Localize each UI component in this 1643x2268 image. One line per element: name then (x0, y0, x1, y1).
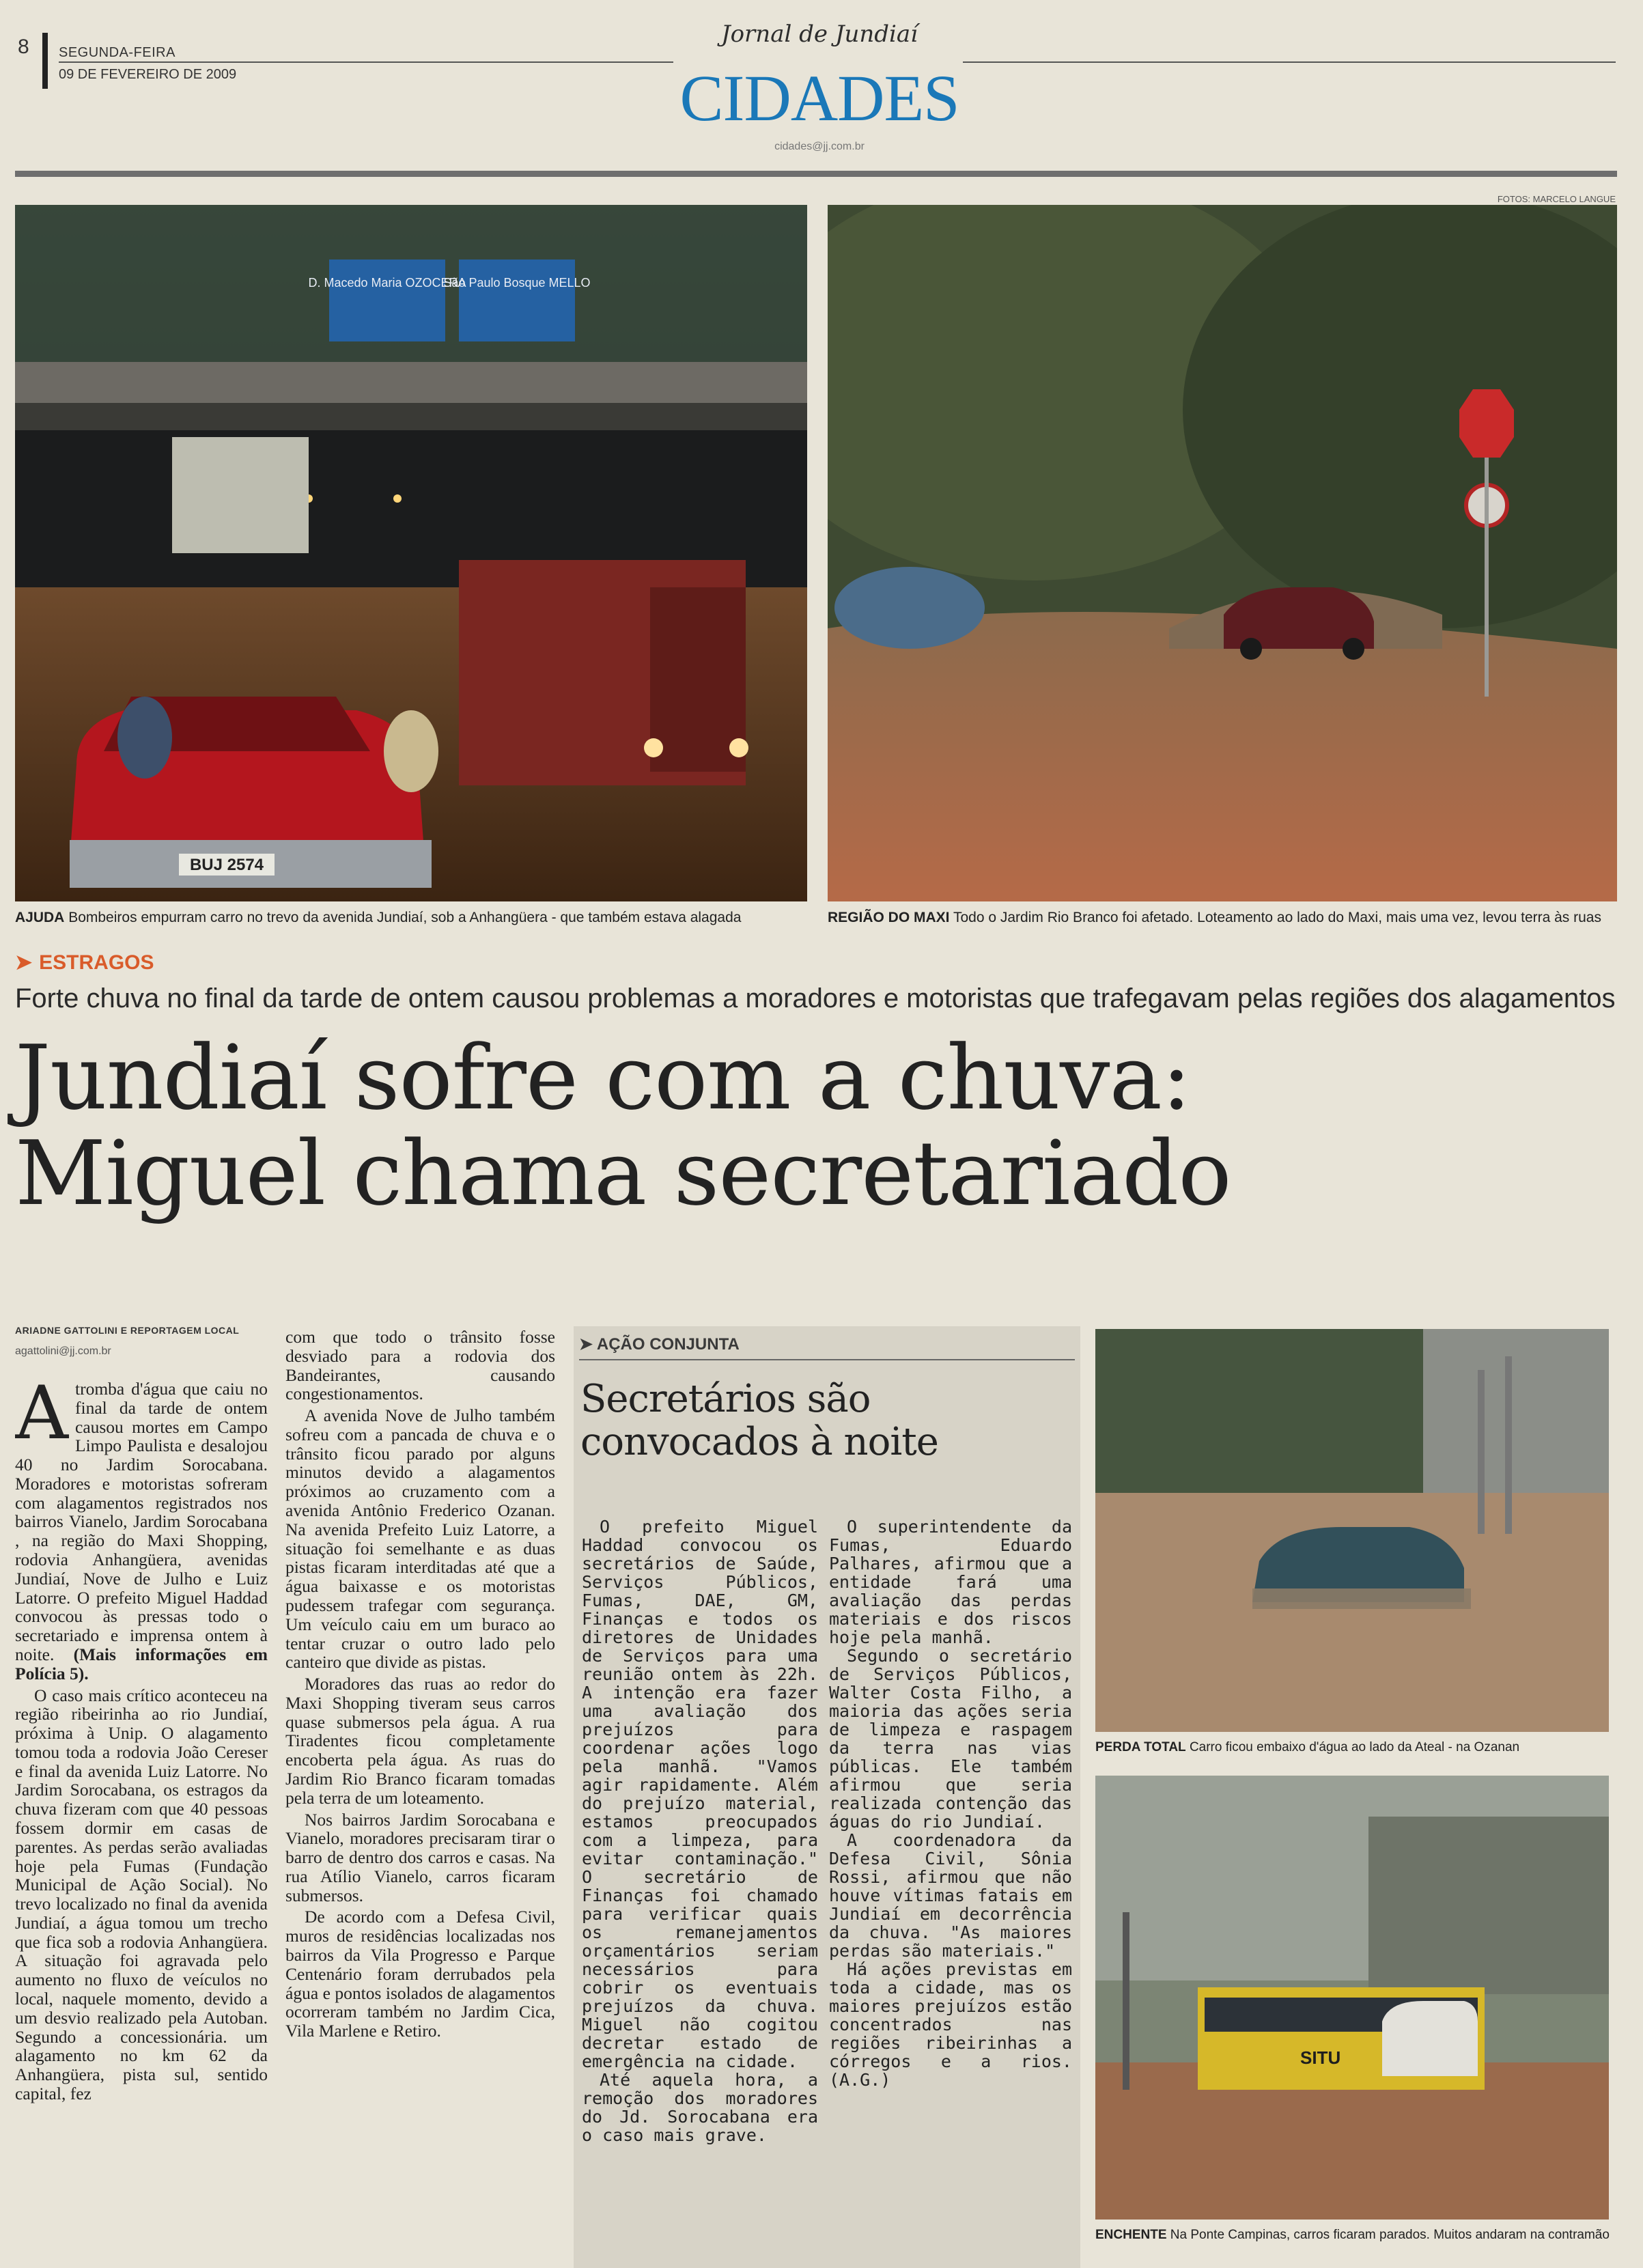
caption-text: Todo o Jardim Rio Branco foi afetado. Loteamento ao lado do Maxi, mais uma vez, levou terra às ruas (953, 910, 1601, 925)
paragraph: De acordo com a Defesa Civil, muros de residências localizadas nos bairros da Vila Progresso e Parque Centenário foram derrubados pela água e pontos isolados de alagamentos ocorreram também no Jardim Cica, Vila Marlene e Retiro. (285, 1907, 555, 2041)
header-rule-right (963, 61, 1616, 63)
caption-label: PERDA TOTAL (1095, 1740, 1186, 1754)
paragraph-text: tromba d'água que caiu no final da tarde de ontem causou mortes em Campo Limpo Paulista e desalojou 40 no Jardim Sorocabana. Moradores e motoristas sofreram com alagamentos registrados nos bairros Vianelo, Jardim Sorocabana , na região do Maxi Shopping, rodovia Anhangüera, avenidas Jundiaí, Nove de Julho e Luiz Latorre. O prefeito Miguel Haddad convocou às pressas todo o secretariado e imprensa ontem à noite. (15, 1380, 268, 1664)
caption-label: ENCHENTE (1095, 2228, 1167, 2242)
paragraph: O caso mais crítico aconteceu na região ribeirinha ao rio Jundiaí, próxima à Unip. O alagamento tomou toda a rodovia João Cereser e final da avenida Luiz Latorre. No Jardim Sorocabana, os estragos da chuva fizeram com que 40 pessoas fossem dormir em casas de parentes. As perdas serão avaliadas hoje pela Fumas (Fundação Municipal de Ação Social). No trevo localizado no final da avenida Jundiaí, a água tomou um trecho que fica sob a rodovia Anhangüera. A situação foi agravada pelo aumento no fluxo de veículos no local, naquele momento, devido a um desvio realizado pela Autoban. Segundo a concessionária. um alagamento no km 62 da Anhangüera, pista sul, sentido capital, fez (15, 1685, 268, 2103)
paragraph: com que todo o trânsito fosse desviado para a rodovia dos Bandeirantes, causando congestionamentos. (285, 1328, 555, 1404)
story-kicker (15, 951, 154, 975)
paragraph: Moradores das ruas ao redor do Maxi Shopping tiveram seus carros quase submersos pela água. A rua Tiradentes ficou completamente encoberta pela água. As ruas do Jardim Rio Branco ficaram tomadas pela terra de um loteamento. (285, 1674, 555, 1808)
caption-enchente (1095, 2228, 1610, 2243)
paragraph-bold-ref: (Mais informações em Polícia 5). (15, 1644, 268, 1683)
author-email: agattolini@jj.com.br (15, 1345, 111, 1357)
header-thick-rule (15, 171, 1617, 177)
photo-maxi-region (828, 205, 1617, 901)
page-number-bar (42, 33, 48, 89)
date: 09 DE FEVEREIRO DE 2009 (59, 67, 237, 82)
road-sign-2: São Paulo Bosque MELLO (443, 276, 591, 290)
chevron-right-icon: ➤ (579, 1335, 593, 1354)
photo-credit: FOTOS: MARCELO LANGUE (1497, 194, 1616, 204)
headline-line-1: Jundiaí sofre com a chuva: (15, 1026, 1191, 1130)
story-column-2 (285, 1328, 555, 2267)
box-kicker-rule (579, 1359, 1075, 1360)
box-title-line-1: Secretários são (580, 1377, 871, 1421)
caption-underpass (15, 910, 741, 926)
box-title (580, 1378, 1072, 1464)
caption-label: AJUDA (15, 910, 65, 925)
photo-submerged-car (1095, 1329, 1609, 1732)
box-column-1 (582, 1517, 818, 2262)
box-kicker-label: AÇÃO CONJUNTA (596, 1335, 740, 1354)
paragraph: Nos bairros Jardim Sorocabana e Vianelo, moradores precisaram tirar o barro de dentro dos carros e casas. Na rua Atílio Vianelo, carros ficaram submersos. (285, 1809, 555, 1905)
section-email: cidades@jj.com.br (774, 141, 865, 152)
caption-text: Carro ficou embaixo d'água ao lado da Ateal - na Ozanan (1189, 1740, 1520, 1754)
weekday: SEGUNDA-FEIRA (59, 45, 175, 60)
caption-maxi (828, 910, 1601, 926)
kicker-label: ESTRAGOS (39, 951, 154, 974)
bus-label: SITU (1300, 2047, 1341, 2068)
paragraph: A coordenadora da Defesa Civil, Sônia Rossi, afirmou que não houve vítimas fatais em Jundiaí em decorrência da chuva. "As maiores perdas são materiais." (829, 1830, 1072, 1961)
box-kicker (579, 1334, 740, 1354)
caption-perda-total (1095, 1740, 1519, 1755)
headline-line-2: Miguel chama secretariado (15, 1121, 1231, 1226)
photo-underpass-flood (15, 205, 807, 901)
box-column-2 (829, 1517, 1072, 2262)
paragraph: O prefeito Miguel Haddad convocou os secretários de Saúde, Serviços Públicos, Fumas, DAE, GM, Finanças e todos os diretores de Unidades de Serviços para uma reunião ontem às 22h. A intenção era fazer uma avaliação dos prejuízos para coordenar ações logo pela manhã. "Vamos agir rapidamente. Além do prejuízo material, estamos preocupados com a limpeza, para evitar contaminação." O secretário de Finanças foi chamado para verificar quais os remanejamentos orçamentários seriam necessários para cobrir os eventuais prejuízos da chuva. Miguel não cogitou decretar estado de emergência na cidade. (582, 1517, 818, 2071)
box-title-line-2: convocados à noite (580, 1419, 938, 1464)
newspaper-name: Jornal de Jundiaí (720, 20, 918, 48)
caption-label: REGIÃO DO MAXI (828, 910, 950, 925)
story-column-1 (15, 1380, 268, 2267)
paragraph: Há ações previstas em toda a cidade, mas os maiores prejuízos estão concentrados nas regiões ribeirinhas a córregos e a rios. (A.G.) (829, 1959, 1072, 2090)
paragraph: O superintendente da Fumas, Eduardo Palhares, afirmou que a entidade fará uma avaliação das perdas materiais e dos riscos hoje pela manhã. (829, 1517, 1072, 1647)
dropcap: A (15, 1380, 68, 1456)
story-headline (15, 1026, 1620, 1226)
photo-bus-flood (1095, 1776, 1609, 2220)
paragraph: Segundo o secretário de Serviços Públicos, Walter Costa Filho, a maioria das ações seria de limpeza e raspagem da terra nas vias públicas. Ele também afirmou que seria realizada contenção das águas do rio Jundiaí. (829, 1646, 1072, 1832)
license-plate: BUJ 2574 (189, 856, 264, 874)
chevron-right-icon: ➤ (15, 951, 33, 974)
paragraph (15, 1380, 268, 1683)
paragraph: Até aquela hora, a remoção dos moradores do Jd. Sorocabana era o caso mais grave. (582, 2070, 818, 2145)
caption-text: Bombeiros empurram carro no trevo da avenida Jundiaí, sob a Anhangüera - que também estava alagada (68, 910, 742, 925)
page-number: 8 (18, 36, 29, 58)
header-rule-left (59, 61, 673, 63)
byline: ARIADNE GATTOLINI E REPORTAGEM LOCAL (15, 1325, 240, 1336)
caption-text: Na Ponte Campinas, carros ficaram parados. Muitos andaram na contramão (1170, 2228, 1610, 2242)
story-deck: Forte chuva no final da tarde de ontem causou problemas a moradores e motoristas que trafegavam pelas regiões dos alagamentos (15, 983, 1616, 1013)
section-title: CIDADES (679, 61, 959, 135)
paragraph: A avenida Nove de Julho também sofreu com a pancada de chuva e o trânsito ficou parado por alguns minutos devido a alagamentos próximos ao cruzamento com a avenida Antônio Frederico Ozanan. Na avenida Prefeito Luiz Latorre, a situação foi semelhante e as duas pistas ficaram interditadas até que a água baixasse e os motoristas pudessem trafegar com segurança. Um veículo caiu em um buraco ao tentar cruzar o outro lado pelo canteiro que divide as pistas. (285, 1405, 555, 1672)
road-sign-1: D. Macedo Maria OZOCERA (308, 276, 466, 290)
